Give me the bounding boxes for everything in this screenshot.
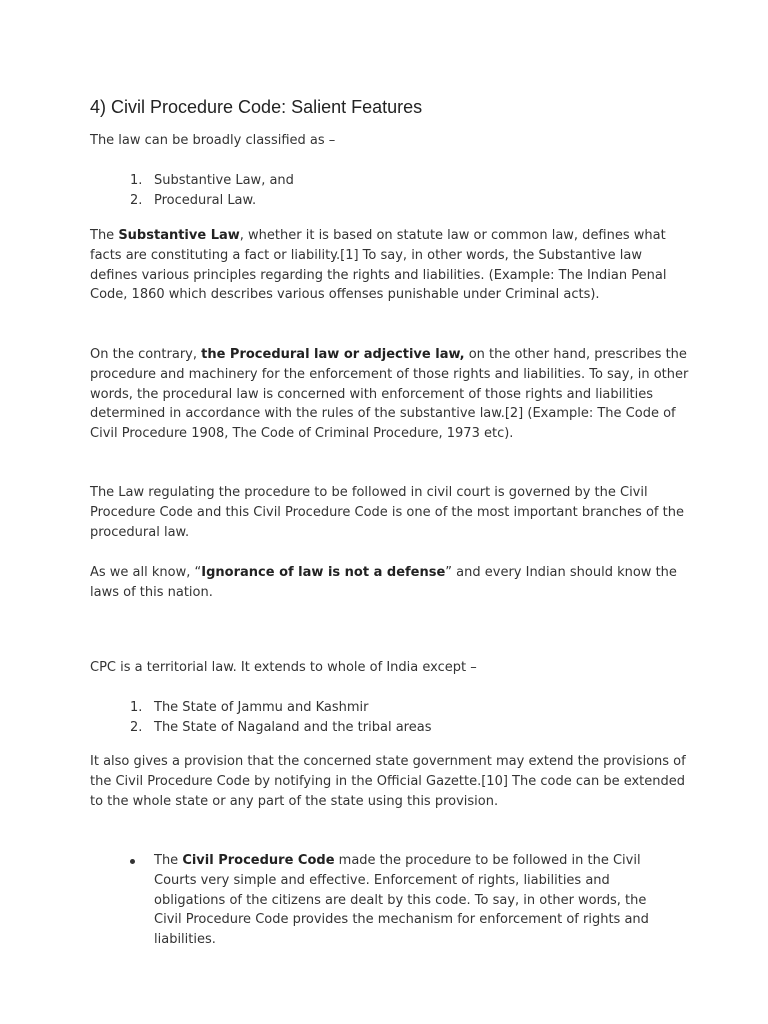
list-item-text: The State of Nagaland and the tribal areas [154, 719, 432, 735]
list-item-text: Procedural Law. [154, 192, 257, 208]
territorial-paragraph: CPC is a territorial law. It extends to whole of India except – [90, 660, 477, 675]
procedural-law-paragraph [90, 345, 690, 444]
text-segment: , whether it is based on statute law or common law, defines what facts are constituting a fact or liability.[1] To say, in other words, the Substantive law defines various principles regarding the rights and liabilities. (Example: The Indian Penal Code, 1860 which describes various offenses punishable under Criminal acts). [90, 228, 667, 303]
page-title: 4) Civil Procedure Code: Salient Features [90, 97, 423, 117]
text-segment: The [154, 853, 183, 868]
list-item [90, 698, 690, 718]
classification-list [90, 171, 690, 211]
bold-term: Civil Procedure Code [182, 853, 335, 868]
exception-list [90, 698, 690, 738]
civil-court-paragraph: The Law regulating the procedure to be followed in civil court is governed by the Civil Procedure Code and this Civil Procedure Code is one of the most important branches of the procedural law. [90, 485, 684, 540]
text-segment: on the other hand, prescribes the procedure and machinery for the enforcement of those rights and liabilities. To say, in other words, the procedural law is concerned with enforcement of those rights and liabilities determined in accordance with the rules of the substantive law.[2] (Example: The Code of Civil Procedure 1908, The Code of Criminal Procedure, 1973 etc). [90, 347, 689, 442]
bold-term: the Procedural law or adjective law, [201, 347, 465, 362]
provision-paragraph: It also gives a provision that the concerned state government may extend the provisions of the Civil Procedure Code by notifying in the Official Gazette.[10] The code can be extended to the whole state or any part of the state using this provision. [90, 754, 686, 809]
list-item [90, 191, 690, 211]
list-number: 1. [130, 700, 143, 715]
bullet-list [90, 851, 690, 950]
bold-term: Substantive Law [118, 228, 240, 243]
bullet-icon [130, 859, 135, 864]
text-segment: ” and every Indian should know the laws of this nation. [90, 565, 677, 600]
list-number: 2. [130, 192, 143, 208]
substantive-law-paragraph [90, 226, 690, 305]
text-segment: made the procedure to be followed in the Civil Courts very simple and effective. Enforcement of rights, liabilities and obligations of the citizens are dealt by this code. To say, in other words, the Civil Procedure Code provides the mechanism for enforcement of rights and liabilities. [154, 853, 649, 948]
list-item [90, 171, 690, 191]
intro-paragraph: The law can be broadly classified as – [90, 133, 336, 148]
list-number: 2. [130, 719, 143, 735]
ignorance-paragraph [90, 563, 690, 603]
bold-term: Ignorance of law is not a defense [201, 565, 446, 580]
list-number: 1. [130, 173, 143, 188]
text-segment: On the contrary, [90, 347, 202, 362]
list-item [90, 718, 690, 738]
list-item-text: Substantive Law, and [154, 173, 294, 188]
text-segment: The [90, 228, 119, 243]
list-item-text: The State of Jammu and Kashmir [154, 700, 369, 715]
bullet-text [154, 851, 669, 950]
list-item [90, 851, 690, 950]
text-segment: As we all know, “ [90, 565, 202, 580]
